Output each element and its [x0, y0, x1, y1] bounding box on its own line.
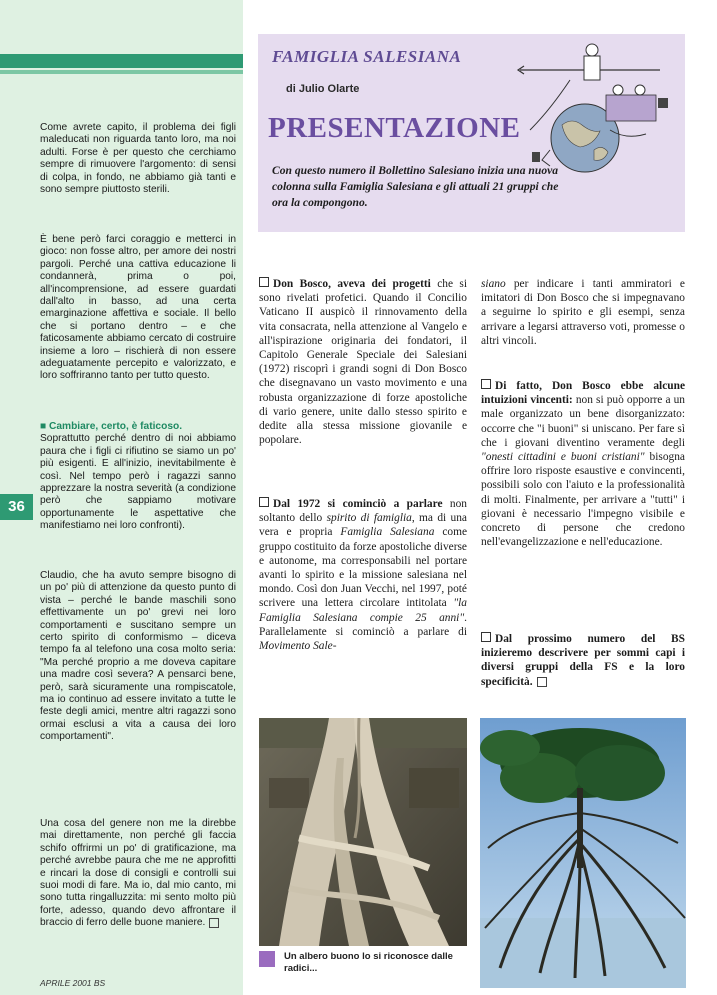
right-section-3-text-b: bisogna offrire loro risposte esaustive e convincenti, possibili solo con l'aiuto e la professionalità di molti. Finalmente, per arrivare a "tutti" i giovani è necessario l'impegno visibile e concreto di persone che credono nell'evangelizzazione e nell'educazione. — [481, 451, 685, 549]
left-paragraph-3-text: Soprattutto perché dentro di noi abbiamo paura che i figli ci rifiutino se siamo un po' più esigenti. E all'inizio, inevitabilmente è così. Nel tempo però i ragazzi sanno apprezzare la nostra severità (a condizione però che sappiamo motivare opportunamente le aspettative che manifestiamo nei loro confronti). — [40, 433, 236, 532]
page-number: 36 — [0, 494, 33, 520]
article-intro: Con questo numero il Bollettino Salesiano inizia una nuova colonna sulla Famiglia Salesiana e gli attuali 21 gruppi che ora la compongono. — [272, 164, 559, 209]
top-green-band-thin — [0, 70, 243, 74]
section-box-icon — [259, 277, 269, 287]
right-section-4-lead: Dal prossimo numero del BS inizieremo descrivere per sommi capi i diversi gruppi della FS e la loro specificità. — [481, 633, 685, 688]
right-section-3-text-a: non si può opporre a un male organizzato un bene disorganizzato: occorre che "i buoni" si uniscano. Per fare sì che i giovani diventino veramente degli — [481, 394, 685, 449]
middle-section-2-italic-4: Movimento Sale- — [259, 640, 337, 653]
left-paragraph-4: Claudio, che ha avuto sempre bisogno di un po' più di attenzione da questo punto di vista – perché le bande maschili sono effettivamente un po' grevi nei loro comportamenti e suscitano sempre un certo spirito di conformismo – diceva tempo fa al telefono una cosa molto seria: "Ma perché proprio a me doveva capitare una madre così severa? A pensarci bene, però, sarà sicuramente una rompiscatole, ma io continuo ad essere invitato a tutte le feste degli amici, mentre altri ragazzi sono ormai esclusi a vita a causa dei loro comportamenti". — [40, 570, 236, 743]
middle-section-2-lead: Dal 1972 si cominciò a parlare — [273, 498, 443, 510]
tree-roots-photo — [259, 718, 467, 946]
middle-section-2-text-d: . Parallelamente si cominciò a parlare di — [259, 611, 467, 638]
middle-section-2-italic-3: "la Famiglia Salesiana compie 25 anni" — [259, 597, 467, 624]
right-continuation-text: per indicare i tanti ammiratori e imitatori di Don Bosco che si impegnavano a seguirne lo spirito e gli esempi, senza arrivare a legarsi attraverso voti, promesse o altri vincoli. — [481, 278, 685, 347]
mangrove-tree-photo — [480, 718, 686, 988]
right-section-3-italic: "onesti cittadini e buoni cristiani" — [481, 451, 645, 464]
section-box-icon — [481, 632, 491, 642]
middle-section-1-text: che si sono rivelati profetici. Quando il Concilio Vaticano II auspicò il rinnovamento della vita consacrata, nella attenzione al Vangelo e all'ispirazione originaria dei fondatori, il Capitolo Generale Speciale dei Salesiani (1972) riscoprì i grandi sogni di Don Bosco che disegnavano un vasto movimento e una robusta organizzazione di forze apostoliche di vario genere, unite dallo stesso spirito e dedite alla stessa missione giovanile e popolare. — [259, 278, 467, 447]
middle-section-2-italic-2: Famiglia Salesiana — [340, 526, 435, 539]
section-box-icon — [259, 497, 269, 507]
section-box-icon — [481, 379, 491, 389]
right-section-3 — [481, 379, 685, 549]
section-title: FAMIGLIA SALESIANA — [272, 47, 462, 66]
author-line: di Julio Olarte — [286, 83, 360, 95]
left-subheading: ■ Cambiare, certo, è faticoso. — [40, 421, 183, 432]
left-paragraph-5-text: Una cosa del genere non me la direbbe mai direttamente, non perché gli faccia schifo offrirmi un po' di gratificazione, ma perché avrebbe paura che me ne approfitti e rincari la dose di consigli e controlli sui suoi modi di fare. Ma io, dal mio canto, mi sono tutta ringalluzzita: mi sento molto più forte, adesso, quando devo affrontare il braccio di ferro delle buone maniere. — [40, 818, 236, 929]
footer-issue: APRILE 2001 BS — [40, 978, 106, 988]
left-paragraph-5 — [40, 818, 236, 930]
photo-caption: Un albero buono lo si riconosce dalle radici... — [284, 951, 453, 974]
middle-section-2-text-c: come gruppo costituito da forze apostoliche diverse e autonome, ma corresponsabili nel portare avanti lo spirito e la missione salesiana nel mondo. Così don Juan Vecchi, nel 1997, poté scrivere una lettera circolare intitolata — [259, 526, 468, 610]
end-mark-icon — [209, 918, 219, 928]
caption-marker — [259, 951, 275, 967]
end-mark-icon — [537, 677, 547, 687]
left-paragraph-1: Come avrete capito, il problema dei figli maleducati non riguarda tanto loro, ma noi adulti. Forse è per questo che cerchiamo sempre di rimuovere l'argomento: di sensi di colpa, in fondo, ne abbiamo già tanti e sono sempre piuttosto sterili. — [40, 122, 236, 196]
middle-section-2-italic-1: spirito di famiglia — [326, 512, 412, 525]
top-green-band — [0, 54, 243, 68]
middle-section-2-text-a: non soltanto dello — [259, 498, 468, 525]
middle-section-1 — [259, 277, 467, 447]
right-section-4 — [481, 632, 685, 689]
middle-section-2 — [259, 497, 467, 653]
article-title: PRESENTAZIONE — [268, 112, 521, 144]
right-continuation-italic: siano — [481, 278, 506, 290]
left-paragraph-2: È bene però farci coraggio e metterci in gioco: non fosse altro, per amore dei nostri pargoli. Perché una cattiva educazione li condannerà, prima o poi, all'incomprensione, ad essere guardati dall'alto in basso, ad una certa emarginazione affettiva e sociale. Il bello che si portano dentro – e che faticosamente abbiamo cercato di costruire insieme a loro – rischierà di non essere adeguatamente percepito e valorizzato, e loro soffriranno tanto per tutto questo. — [40, 234, 236, 382]
middle-section-2-text-b: , ma di una vera e propria — [259, 512, 467, 539]
middle-section-1-lead: Don Bosco, aveva dei progetti — [273, 278, 431, 290]
right-continuation — [481, 277, 685, 348]
left-paragraph-3 — [40, 421, 236, 533]
right-section-3-lead: Di fatto, Don Bosco ebbe alcune intuizioni vincenti: — [481, 380, 685, 407]
globe-figures-illustration — [510, 40, 680, 175]
